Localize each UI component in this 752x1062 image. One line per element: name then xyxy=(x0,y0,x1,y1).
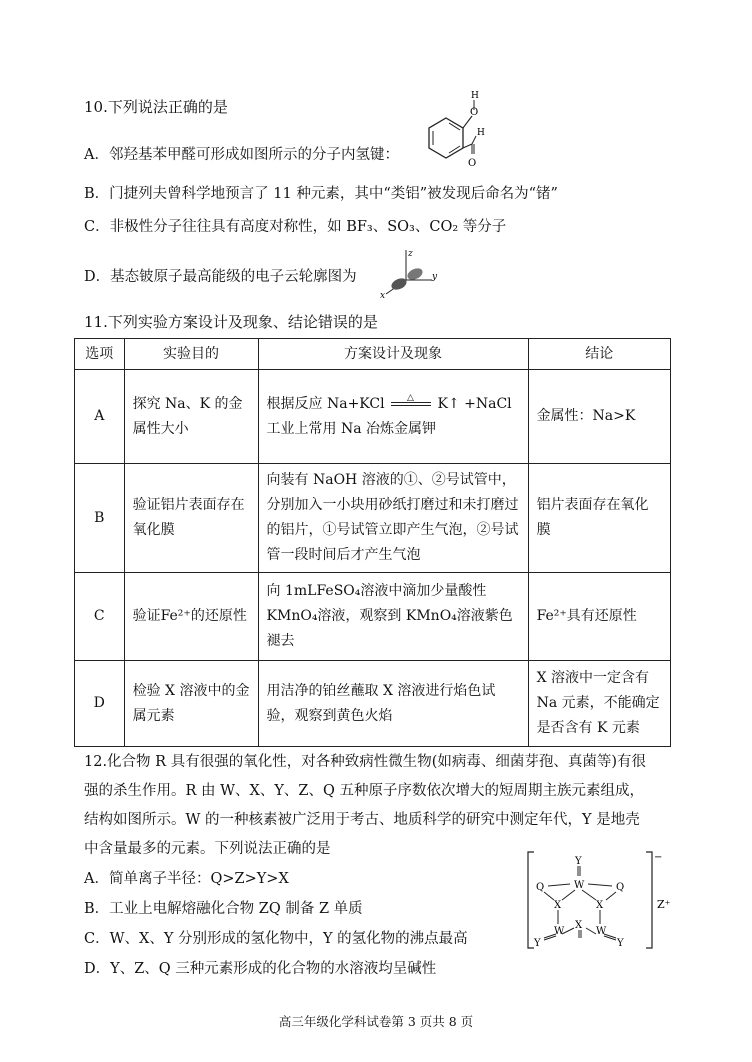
row-purpose: 检验 X 溶液中的金属元素 xyxy=(124,661,258,747)
q10-option-b: B．门捷列夫曾科学地预言了 11 种元素，其中“类铝”被发现后命名为“锗” xyxy=(84,186,558,202)
q10-title: 10.下列说法正确的是 xyxy=(84,98,228,116)
row-conclusion: Fe²⁺具有还原性 xyxy=(528,573,670,661)
p-orbital-diagram xyxy=(372,246,440,300)
table-header-row xyxy=(75,339,671,370)
atom-x-bottom: X xyxy=(575,920,583,931)
axis-x-label: x xyxy=(380,291,386,300)
structure-o-top: O xyxy=(470,107,479,118)
header-option: 选项 xyxy=(75,339,125,370)
atom-y-right: Y xyxy=(617,938,624,949)
header-conclusion: 结论 xyxy=(528,339,670,370)
ortho-hydroxybenzaldehyde-structure xyxy=(416,86,496,170)
atom-w-right: W xyxy=(596,926,607,937)
q12-option-d: D．Y、Z、Q 三种元素形成的化合物的水溶液均呈碱性 xyxy=(84,961,437,977)
q12-stem-line-1: 12.化合物 R 具有很强的氧化性，对各种致病性微生物(如病毒、细菌芽孢、真菌等)有很 xyxy=(84,754,647,770)
design-reaction-head: 根据反应 Na+KCl xyxy=(266,395,385,412)
heat-mark: △ xyxy=(407,392,414,403)
atom-x-left: X xyxy=(554,900,562,911)
row-option: A xyxy=(75,370,125,464)
axis-y-label: y xyxy=(432,272,438,282)
q12-stem-line-2: 强的杀生作用。R 由 W、X、Y、Z、Q 五种原子序数依次增大的短周期主族元素组成， xyxy=(84,783,645,799)
row-purpose: 探究 Na、K 的金属性大小 xyxy=(124,370,258,464)
q12-stem-line-4: 中含量最多的元素。下列说法正确的是 xyxy=(84,841,331,857)
structure-h-top: H xyxy=(471,91,479,101)
q10-option-d: D．基态铍原子最高能级的电子云轮廓图为 xyxy=(84,269,357,285)
compound-r-structure xyxy=(520,848,670,954)
q12-stem-line-3: 结构如图所示。W 的一种核素被广泛用于考古、地质科学的研究中测定年代，Y 是地壳 xyxy=(84,812,640,828)
anion-charge: − xyxy=(654,852,663,863)
atom-y-top: Y xyxy=(575,856,582,867)
table-row xyxy=(75,661,671,747)
page-footer: 高三年级化学科试卷第 3 页共 8 页 xyxy=(278,1014,474,1029)
row-option: C xyxy=(75,573,125,661)
header-purpose: 实验目的 xyxy=(124,339,258,370)
atom-y-left: Y xyxy=(534,938,541,949)
row-design: 向装有 NaOH 溶液的①、②号试管中，分别加入一小块用砂纸打磨过和未打磨过的铝片，①号试管立即产生气泡，②号试管一段时间后才产生气泡 xyxy=(258,464,528,573)
atom-w-top: W xyxy=(574,880,585,891)
design-reaction-tail: K↑ +NaCl xyxy=(437,395,512,412)
structure-h-aldehyde: H xyxy=(477,128,485,138)
atom-x-right: X xyxy=(596,900,604,911)
table-row xyxy=(75,573,671,661)
row-option: D xyxy=(75,661,125,747)
design-reaction-line xyxy=(267,392,520,417)
row-conclusion: 铝片表面存在氧化膜 xyxy=(528,464,670,573)
table-row xyxy=(75,370,671,464)
reaction-condition-arrow xyxy=(389,392,433,410)
row-conclusion: 金属性：Na>K xyxy=(528,370,670,464)
header-design: 方案设计及现象 xyxy=(258,339,528,370)
row-design xyxy=(258,370,528,464)
row-design: 向 1mLFeSO₄溶液中滴加少量酸性KMnO₄溶液，观察到 KMnO₄溶液紫色褪去 xyxy=(258,573,528,661)
q10-option-c: C．非极性分子往往具有高度对称性，如 BF₃、SO₃、CO₂ 等分子 xyxy=(84,219,507,235)
row-purpose: 验证Fe²⁺的还原性 xyxy=(124,573,258,661)
q10-option-a: A．邻羟基苯甲醛可形成如图所示的分子内氢键： xyxy=(84,147,399,163)
row-conclusion: X 溶液中一定含有 Na 元素，不能确定是否含有 K 元素 xyxy=(528,661,670,747)
q12-option-a: A．简单离子半径：Q>Z>Y>X xyxy=(84,871,289,887)
atom-q-right: Q xyxy=(616,882,625,893)
q11-title: 11.下列实验方案设计及现象、结论错误的是 xyxy=(84,313,378,331)
axis-z-label: z xyxy=(408,249,413,259)
q12-option-c: C．W、X、Y 分别形成的氢化物中，Y 的氢化物的沸点最高 xyxy=(84,931,468,947)
atom-w-left: W xyxy=(554,926,565,937)
atom-q-left: Q xyxy=(536,882,545,893)
experiment-table xyxy=(74,338,671,747)
q12-option-b: B．工业上电解熔融化合物 ZQ 制备 Z 单质 xyxy=(84,901,363,917)
table-row xyxy=(75,464,671,573)
structure-o-bottom: O xyxy=(468,158,477,169)
row-design: 用洁净的铂丝蘸取 X 溶液进行焰色试验，观察到黄色火焰 xyxy=(258,661,528,747)
row-option: B xyxy=(75,464,125,573)
counter-ion-z: Z⁺ xyxy=(657,898,670,911)
row-purpose: 验证铝片表面存在氧化膜 xyxy=(124,464,258,573)
design-note: 工业上常用 Na 冶炼金属钾 xyxy=(266,420,437,437)
